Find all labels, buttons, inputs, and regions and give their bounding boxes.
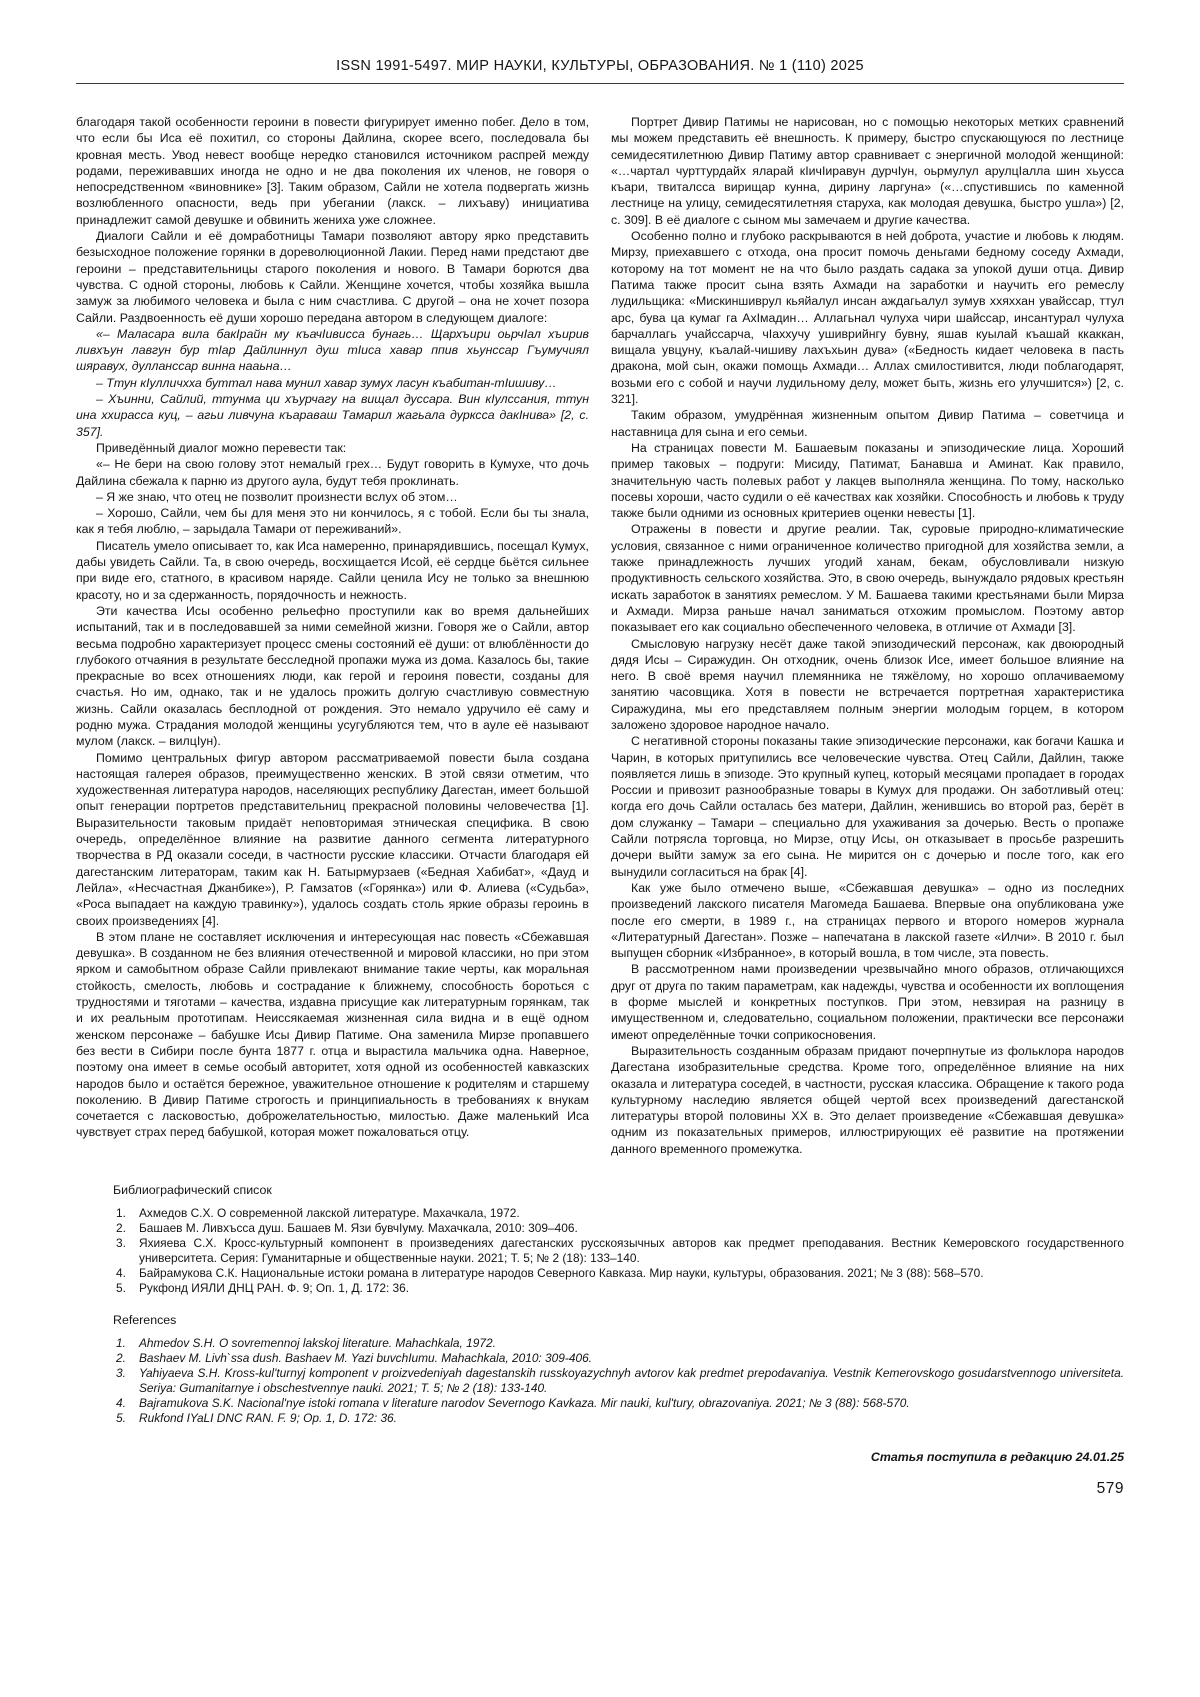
references-title: References — [113, 1312, 177, 1327]
page-number: 579 — [1096, 1480, 1124, 1498]
paragraph: благодаря такой особенности героини в повести фигурирует именно побег. Дело в том, что если бы Иса её похитил, со стороны Дайлина, скорее всего, последовала бы кровная месть. Увод невест вообще нередко становился источником распрей между родами, переживавших иногда не одно и не два поколения их членов, не говоря о непосредственном «виновнике» [3]. Таким образом, Сайли не хотела подвергать жизнь возлюбленного опасности, ведь при убегании (лакск. – лихъаву) инициатива принадлежит самой девушке и обвинить жениха уже сложнее. — [76, 115, 589, 227]
paragraph: «– Маласара вила бакІрайн му къачІивисса бунагь… Щархъири оьрчІал хъирив ливхъун лавгун бур тІар Дайлиннул душ тІиса хавар ппив хьунссар Гъумучиял шяравух, дулланссар винна нааьна… — [76, 326, 589, 374]
reference-item: Yahiyaeva S.H. Kross-kul'turnyj komponent v proizvedeniyah dagestanskih russkoyazychnyh avtorov kak predmet prepodavaniya. Vestnik Kemerovskogo gosudarstvennogo universiteta. Seriya: Gumanitarnye i obschestvennye nauki. 2021; T. 5; № 2 (18): 133-140. — [139, 1365, 1124, 1395]
reference-item: Bajramukova S.K. Nacional'nye istoki romana v literature narodov Severnogo Kavkaza. Mir nauki, kul'tury, obrazovaniya. 2021; № 3 (88): 568-570. — [139, 1395, 910, 1410]
right-column — [611, 114, 1124, 1157]
reference-item: Bashaev M. Livh`ssa dush. Bashaev M. Yazi buvchІumu. Mahachkala, 2010: 309-406. — [139, 1350, 592, 1365]
page-header — [76, 58, 1124, 84]
paragraph: Особенно полно и глубоко раскрываются в ней доброта, участие и любовь к людям. Мирзу, приехавшего с отхода, она просит помочь деньгами бедному соседу Ахмади, которому на тот момент не на что было раздать садака за упокой души отца. Дивир Патима также просит сына взять Ахмади на заработки и научить его ремеслу лудильщика: «Мискиншиврул кьяйалул инсан аждагьалул зумув ххяххан увайссар, ттул арс, бува ца кумаг га АхІмадин… Аллагьнал чулуха чири шайссар, инсантурал чулуха барчаллагь учайссарча, чІаххучу ушиврийнгу бувну, яшав куылай къашай ккаккан, вищала увцуну, къалай-чишиву лахъхьин дува» («Бедность кидает человека в пасть дракона, мой сын, окажи помощь Ахмади… Аллах смилостивится, люди поблагодарят, возьми его с собой и научи лудильному делу, может быть, жизнь его улучшится») [2, с. 321]. — [611, 229, 1124, 407]
paragraph: Как уже было отмечено выше, «Сбежавшая девушка» – одно из последних произведений лакского писателя Магомеда Башаева. Впервые она опубликована уже после его смерти, в 1989 г., на страницах первого и второго номеров журнала «Литературный Дагестан». Позже – напечатана в лакской газете «Илчи». В 2010 г. был выпущен сборник «Избранное», в который вошла, в том числе, эта повесть. — [611, 880, 1124, 961]
references-section — [76, 1313, 1124, 1427]
paragraph: Выразительность созданным образам придают почерпнутые из фольклора народов Дагестана изобразительные средства. Кроме того, определённое влияние на них оказала и литература соседей, в частности, русская классика. Обращение к такого рода культурному наследию является общей чертой всех произведений дагестанской литературы второй половины XX в. Это делает произведение «Сбежавшая девушка» одним из показательных примеров, иллюстрирующих её развитие на протяжении данного временного промежутка. — [611, 1043, 1124, 1156]
bibliography-item: Байрамукова С.К. Национальные истоки романа в литературе народов Северного Кавказа. Мир науки, культуры, образования. 2021; № 3 (88): 568–570. — [139, 1266, 984, 1281]
paragraph: В рассмотренном нами произведении чрезвычайно много образов, отличающихся друг от друга по таким параметрам, как надежды, чувства и особенности их воплощения в форме мыслей и конкретных поступков. При этом, невзирая на разницу в имущественном и, следовательно, социальном положении, практически все персонажи имеют определённые точки соприкосновения. — [611, 962, 1124, 1042]
paragraph: – Я же знаю, что отец не позволит произнести вслух об этом… — [96, 489, 458, 504]
paragraph: Помимо центральных фигур автором рассматриваемой повести была создана настоящая галерея образов, преимущественно женских. В этой связи отметим, что художественная литература народов, населяющих республику Дагестан, имеет большой опыт генерации портретов представительниц прекрасной половины человечества [1]. Выразительности таковым придаёт неповторимая этническая специфика. В свою очередь, определённое влияние на развитие данного сегмента литературного творчества в РД оказали соседи, в частности русские классики. Отчасти благодаря ей дагестанским литераторам, таким как Н. Батырмурзаев («Бедная Хабибат», «Дауд и Лейла», «Несчастная Джанбике»), Р. Гамзатов («Горянка») или Ф. Алиева («Судьба», «Роса выпадает на каждую травинку»), удалось создать столь яркие образы героинь в своих произведениях [4]. — [76, 750, 589, 928]
paragraph: Портрет Дивир Патимы не нарисован, но с помощью некоторых метких сравнений мы можем представить её внешность. К примеру, быстро спускающуюся по лестнице семидесятилетнюю Дивир Патиму автор сравнивает с энергичной молодой женщиной: «…чартал чурттурдайх яларай кІичІиравун дурчІун, оьрмулул арулцІалла шин хьусса къари, твиталсса вирищар кунна, дирину ларгуна» («…спустившись по каменной лестнице на улицу, семидесятилетняя старуха, как молодая девушка, быстро ушла») [2, с. 309]. В её диалоге с сыном мы замечаем и другие качества. — [611, 115, 1124, 227]
header-divider — [76, 83, 1124, 84]
paragraph: Диалоги Сайли и её домработницы Тамари позволяют автору ярко представить безысходное положение горянки в дореволюционной Лакии. Перед нами предстают две героини – представительницы старого поколения и нового. В Тамари борются два чувства. С одной стороны, любовь к Сайли. Женщине хочется, чтобы хозяйка вышла замуж за любимого человека и была с ним счастлива. С другой – она не хочет позора Сайли. Раздвоенность её души хорошо передана автором в следующем диалоге: — [76, 229, 589, 325]
bibliography-item: Рукфонд ИЯЛИ ДНЦ РАН. Ф. 9; Оп. 1, Д. 172: 36. — [139, 1281, 410, 1296]
paragraph: В этом плане не составляет исключения и интересующая нас повесть «Сбежавшая девушка». В созданном не без влияния отечественной и мировой классики, но при этом ярком и самобытном образе Сайли привлекают внимание такие черты, как моральная стойкость, смелость, любовь и сострадание к ближнему, способность бороться с трудностями и тяготами – качества, издавна присущие как литературным горянкам, так и их реальным прототипам. Неиссякаемая жизненная сила видна и в ещё одном женском персонаже – бабушке Исы Дивир Патиме. Она заменила Мирзе пропавшего без вести в Сибири после бунта 1877 г. отца и вырастила мальчика одна. Наверное, поэтому она имеет в семье особый авторитет, хотя одной из особенностей кавказских народов было и остаётся бережное, уважительное отношение к родителям и старшему поколению. В Дивир Патиме строгость и принципиальность в требованиях к внукам сочетается с ласковостью, доброжелательностью, милостью. Даже маленький Иса чувствует страх перед бабушкой, которая может пожаловаться отцу. — [76, 929, 589, 1140]
paragraph: – Ттун кІулличхха буттал нава мунил хавар зумух ласун къабитан-тІишиву… — [96, 375, 557, 390]
bibliography-item: Ахмедов С.Х. О современной лакской литературе. Махачкала, 1972. — [139, 1206, 520, 1220]
paragraph: «– Не бери на свою голову этот немалый грех… Будут говорить в Кумухе, что дочь Дайлина сбежала к парню из другого аула, будут тебя проклинать. — [76, 457, 589, 488]
paragraph: – Хорошо, Сайли, чем бы для меня это ни кончилось, я с тобой. Если бы ты знала, как я тебя люблю, – зарыдала Тамари от переживаний». — [76, 506, 589, 537]
paragraph: – Хъинни, Сайлий, ттунма ци хъурчагу на вищал дуссара. Вин кІулссания, ттун ина ххирасса куц, – агьи ливчуна къаравaш Тамарил жагьала дурксса дакІнива» [2, с. 357]. — [76, 392, 589, 439]
references-list — [113, 1336, 1124, 1427]
journal-issn-title: ISSN 1991-5497. МИР НАУКИ, КУЛЬТУРЫ, ОБРАЗОВАНИЯ. № 1 (110) 2025 — [336, 58, 864, 74]
paragraph: На страницах повести М. Башаевым показаны и эпизодические лица. Хороший пример таковых – подруги: Мисиду, Патимат, Банавша и Аминат. Как правило, значительную часть полевых работ у лакцев выполняла женщина. По тому, насколько посевы хороши, часто судили о её качествах как хозяйки. Способность и любовь к труду также были одними из основных критериев оценки невесты [1]. — [611, 440, 1124, 521]
paragraph: Приведённый диалог можно перевести так: — [96, 440, 347, 455]
bibliography-item: Башаев М. Ливхъсса душ. Башаев М. Язи бувчІуму. Махачкала, 2010: 309–406. — [139, 1221, 578, 1236]
paragraph: С негативной стороны показаны такие эпизодические персонажи, как богачи Кашка и Чарин, в которых притупились все человеческие чувства. Отец Сайли, Дайлин, также появляется лишь в эпизоде. Это крупный купец, который месяцами пропадает в городах России и привозит разнообразные товары в Кумух для продажи. Он заботливый отец: когда его дочь Сайли осталась без матери, Дайлин, женившись во второй раз, берёт в дом служанку – Тамари – специально для ухаживания за дочерью. Весть о пропаже Сайли потрясла торговца, но Мирзе, отцу Исы, он отказывает в просьбе разрешить дочери выйти замуж за его сына. Не мирится он с дочерью и после того, как его вынудили согласиться на брак [4]. — [611, 734, 1124, 879]
paragraph: Отражены в повести и другие реалии. Так, суровые природно-климатические условия, связанное с ними ограниченное количество пригодной для хозяйства земли, а также принадлежность лучших угодий ханам, бекам, обусловливали низкую продуктивность сельского хозяйства. Это, в свою очередь, вынуждало рядовых крестьян искать заработок в занятиях ремеслом. У М. Башаева такими крестьянами были Мирза и Ахмади. Мирза раньше начал заниматься отхожим промыслом. Поэтому автор показывает его как социально обеспеченного человека, в отличие от Ахмади [3]. — [611, 522, 1124, 635]
bibliography-section — [76, 1183, 1124, 1297]
paragraph: Эти качества Исы особенно рельефно проступили как во время дальнейших испытаний, так и в последовавшей за ними семейной жизни. Говоря же о Сайли, автор весьма подробно характеризует процесс смены состояний её души: от влюблённости до глубокого отчаяния в результате бесследной пропажи мужа из дома. Казалось бы, такие прекрасные во всех отношениях люди, как герой и героиня повести, созданы для счастья. Но им, однако, так и не удалось прожить долгую счастливую совместную жизнь. Сайли оказалась бесплодной от рождения. Это немало удручило её саму и родню мужа. Страдания молодой женщины усугубляются тем, что в ауле её называют мулом (лакск. – вилцІун). — [76, 603, 589, 749]
left-column — [76, 114, 589, 1157]
bibliography-title: Библиографический список — [113, 1183, 272, 1197]
reference-item: Ahmedov S.H. O sovremennoj lakskoj literature. Mahachkala, 1972. — [139, 1335, 496, 1350]
article-body — [76, 114, 1124, 1157]
bibliography-item: Яхияева С.Х. Кросс-культурный компонент в произведениях дагестанских русскоязычных авторов как предмет преподавания. Вестник Кемеровского государственного университета. Серия: Гуманитарные и общественные науки. 2021; Т. 5; № 2 (18): 133–140. — [139, 1236, 1124, 1266]
paragraph: Таким образом, умудрённая жизненным опытом Дивир Патима – советчица и наставница для сына и его семьи. — [611, 408, 1124, 439]
bibliography-list — [113, 1206, 1124, 1297]
received-note: Статья поступила в редакцию 24.01.25 — [870, 1450, 1124, 1465]
paragraph: Писатель умело описывает то, как Иса намеренно, принарядившись, посещал Кумух, дабы увидеть Сайли. Та, в свою очередь, восхищается Исой, её сердце бьётся сильнее при виде его, статного, в красивом наряде. Сайли ценила Ису не только за внешнюю красоту, но и за сдержанность, порядочность и нежность. — [76, 538, 589, 602]
reference-item: Rukfond IYaLI DNC RAN. F. 9; Op. 1, D. 172: 36. — [139, 1411, 397, 1426]
paragraph: Смысловую нагрузку несёт даже такой эпизодический персонаж, как двоюродный дядя Исы – Сиражудин. Он отходник, очень близок Исе, имеет большое влияние на него. В своё время научил племянника не тяжёлому, но хорошо оплачиваемому занятию часовщика. Хотя в повести не встречается портретная характеристика Сиражудина, мы его представляем полным энергии молодым горцем, в котором заложено здоровое народное начало. — [611, 636, 1124, 732]
